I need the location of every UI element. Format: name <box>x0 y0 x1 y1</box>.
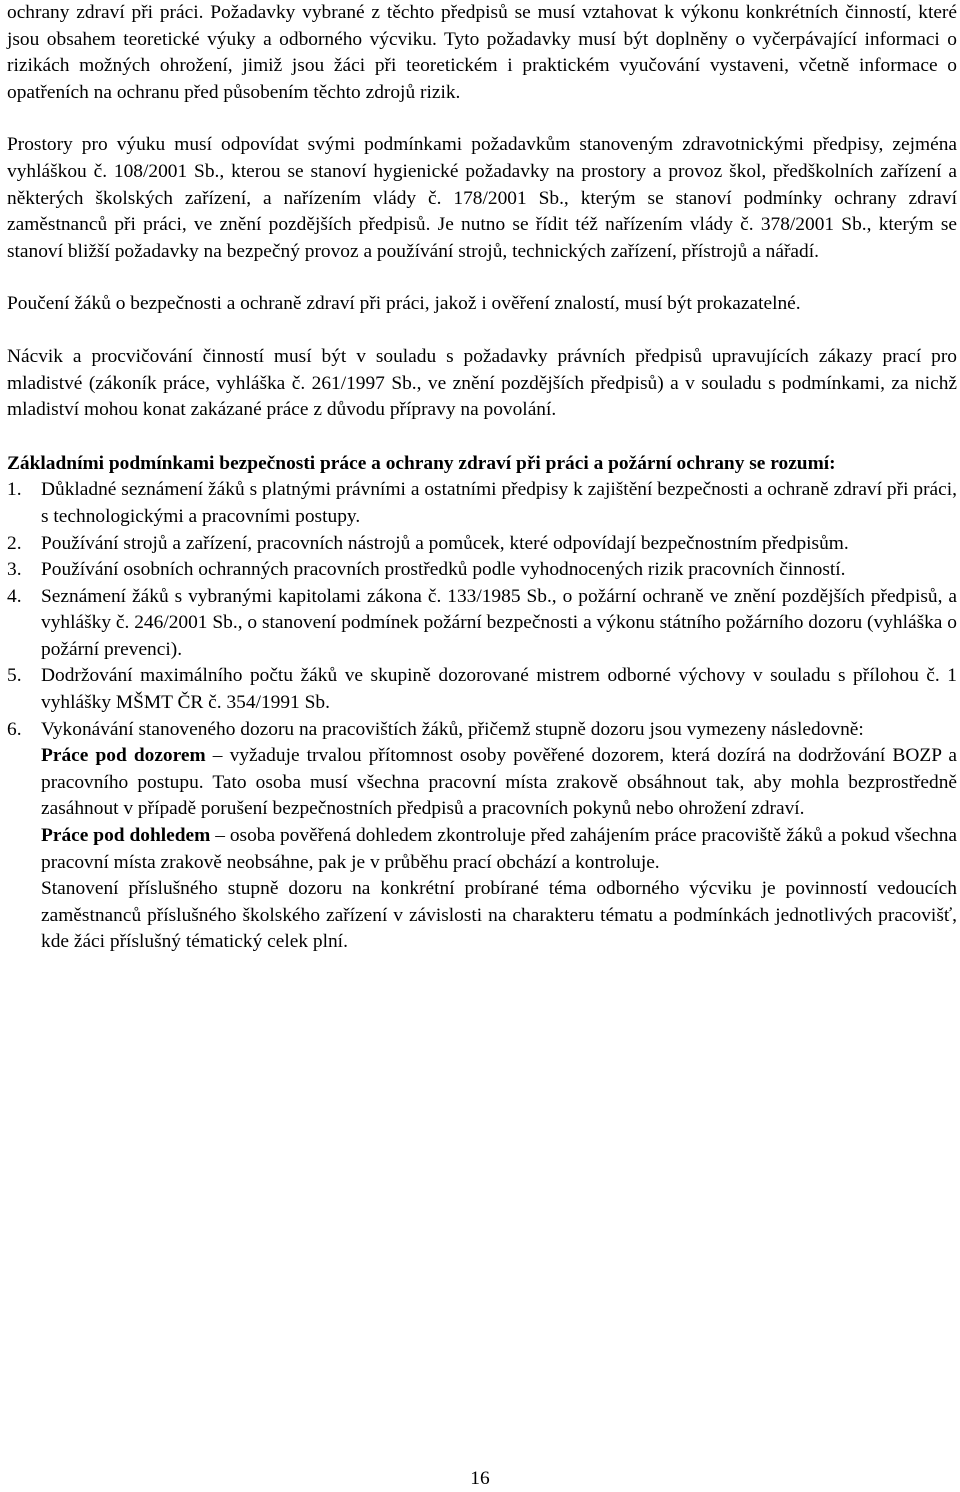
conditions-list <box>7 477 957 956</box>
paragraph-instruction: Poučení žáků o bezpečnosti a ochraně zdraví při práci, jakož i ověření znalostí, musí být prokazatelné. <box>7 293 801 315</box>
document-page <box>7 0 957 956</box>
supervision-term: Práce pod dozorem <box>41 745 206 767</box>
list-item-number: 3. <box>7 559 22 581</box>
list-item <box>7 663 957 716</box>
list-item-text: Používání strojů a zařízení, pracovních nástrojů a pomůcek, které odpovídají bezpečnostním předpisům. <box>41 532 849 554</box>
list-item-text: Vykonávání stanoveného dozoru na pracovištích žáků, přičemž stupně dozoru jsou vymezeny následovně: <box>41 718 864 740</box>
list-item-text: Používání osobních ochranných pracovních prostředků podle vyhodnocených rizik pracovních činností. <box>41 559 846 581</box>
page-number: 16 <box>470 1468 490 1489</box>
oversight-term: Práce pod dohledem <box>41 825 211 847</box>
list-item-number: 2. <box>7 532 22 554</box>
list-item <box>7 477 957 530</box>
list-item-number: 5. <box>7 665 22 687</box>
list-item-text: Seznámení žáků s vybranými kapitolami zákona č. 133/1985 Sb., o požární ochraně ve znění pozdějších předpisů, a vyhlášky č. 246/2001 Sb., o stanovení podmínek požární bezpečnosti a výkonu státního požárního dozoru (vyhláška o požární prevenci). <box>41 585 957 660</box>
supervision-definition <box>41 743 957 823</box>
list-item <box>7 584 957 664</box>
paragraph-practice: Nácvik a procvičování činností musí být v souladu s požadavky právních předpisů upravujících zákazy prací pro mladistvé (zákoník práce, vyhláška č. 261/1997 Sb., ve znění pozdějších předpisů) a v souladu s podmínkami, za nichž mladiství mohou konat zakázané práce z důvodu přípravy na povolání. <box>7 345 957 421</box>
list-item <box>7 717 957 956</box>
section-heading: Základními podmínkami bezpečnosti práce a ochrany zdraví při práci a požární ochrany se rozumí: <box>7 452 836 474</box>
oversight-definition <box>41 823 957 876</box>
oversight-text: – osoba pověřená dohledem zkontroluje před zahájením práce pracoviště žáků a pokud všechna pracovní místa zrakově neobsáhne, pak je v průběhu prací obchází a kontroluje. <box>41 825 957 873</box>
supervision-closing: Stanovení příslušného stupně dozoru na konkrétní probírané téma odborného výcviku je povinností vedoucích zaměstnanců příslušného školského zařízení v závislosti na charakteru tématu a podmínkách jednotlivých pracovišť, kde žáci příslušný tématický celek plní. <box>41 878 957 953</box>
paragraph-premises: Prostory pro výuku musí odpovídat svými podmínkami požadavkům stanoveným zdravotnickými předpisy, zejména vyhláškou č. 108/2001 Sb., kterou se stanoví hygienické požadavky na prostory a provoz škol, předškolních zařízení a některých školských zařízení, a nařízením vlády č. 178/2001 Sb., kterým se stanoví podmínky ochrany zdraví zaměstnanců při práci, ve znění pozdějších předpisů. Je nutno se řídit též nařízením vlády č. 378/2001 Sb., kterým se stanoví bližší požadavky na bezpečný provoz a používání strojů, technických zařízení, přístrojů a nářadí. <box>7 134 957 262</box>
list-item-text: Dodržování maximálního počtu žáků ve skupině dozorované mistrem odborné výchovy v souladu s přílohou č. 1 vyhlášky MŠMT ČR č. 354/1991 Sb. <box>41 665 957 714</box>
list-item-number: 4. <box>7 585 22 607</box>
list-item-number: 6. <box>7 718 22 740</box>
list-item <box>7 557 957 584</box>
list-item-text: Důkladné seznámení žáků s platnými právními a ostatními předpisy k zajištění bezpečnosti a ochraně zdraví při práci, s technologickými a pracovními postupy. <box>41 479 957 527</box>
list-item <box>7 531 957 558</box>
list-item-number: 1. <box>7 479 22 501</box>
supervision-text: – vyžaduje trvalou přítomnost osoby pověřené dozorem, která dozírá na dodržování BOZP a pracovního postupu. Tato osoba musí všechna pracovní místa zrakově obsáhnout tak, aby mohla bezprostředně zasáhnout v případě porušení bezpečnostních předpisů a pracovních pokynů nebo ohrožení zdraví. <box>41 745 957 820</box>
paragraph-intro: ochrany zdraví při práci. Požadavky vybrané z těchto předpisů se musí vztahovat k výkonu konkrétních činností, které jsou obsahem teoretické výuky a odborného výcviku. Tyto požadavky musí být doplněny o vyčerpávající informaci o rizikách možných ohrožení, jimiž jsou žáci při teoretickém i praktickém vyučování vystaveni, včetně informace o opatřeních na ochranu před působením těchto zdrojů rizik. <box>7 2 957 103</box>
